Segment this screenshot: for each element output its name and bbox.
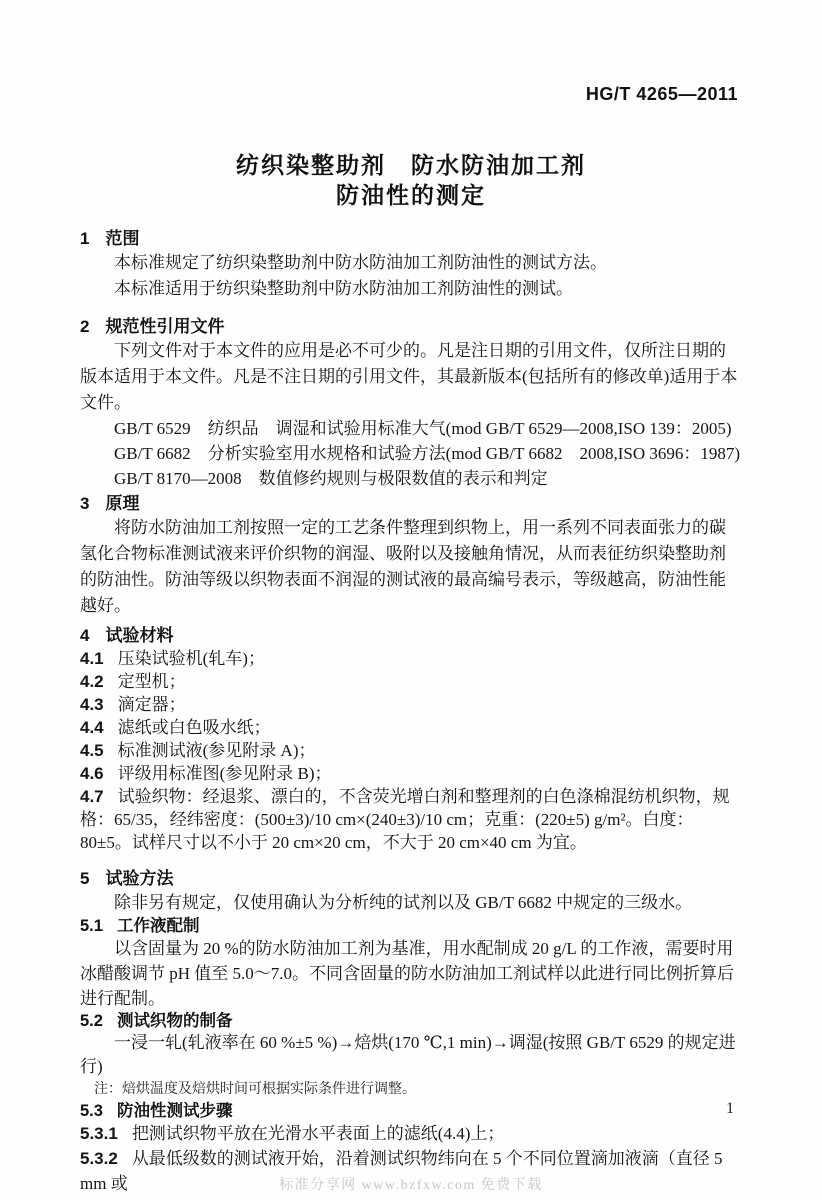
title-line-2: 防油性的测定 <box>336 182 486 208</box>
clause-text: 标准测试液(参见附录 A)； <box>117 741 316 760</box>
clause-number: 4.5 <box>80 741 104 760</box>
clause-text: 定型机； <box>117 672 186 691</box>
section-5-3-title: 防油性测试步骤 <box>116 1102 233 1120</box>
clause-item <box>80 762 742 785</box>
normative-reference: GB/T 6529 纺织品 调湿和试验用标准大气(mod GB/T 6529—2008,ISO 139：2005) <box>114 419 732 438</box>
section-5-title: 试验方法 <box>105 869 174 888</box>
section-2-heading <box>80 316 742 338</box>
page-number: 1 <box>726 1100 734 1117</box>
section-4-number: 4 <box>80 626 90 645</box>
section-2-paragraph-1: 下列文件对于本文件的应用是必不可少的。凡是注日期的引用文件，仅所注日期的版本适用于本文件。凡是不注日期的引用文件，其最新版本(包括所有的修改单)适用于本文件。 <box>80 341 738 412</box>
section-5-intro: 除非另有规定，仅使用确认为分析纯的试剂以及 GB/T 6682 中规定的三级水。 <box>114 893 693 912</box>
standard-code: HG/T 4265—2011 <box>585 84 738 104</box>
section-5-2-title: 测试织物的制备 <box>116 1012 233 1030</box>
section-4-title: 试验材料 <box>105 626 174 645</box>
clause-number: 5.3.1 <box>80 1124 118 1143</box>
clause-text: 滤纸或白色吸水纸； <box>117 718 271 737</box>
section-2-title: 规范性引用文件 <box>105 317 225 336</box>
section-5-3-number: 5.3 <box>80 1102 103 1120</box>
section-1-number: 1 <box>80 229 90 248</box>
section-3-title: 原理 <box>105 494 140 513</box>
clause-number: 4.3 <box>80 695 104 714</box>
section-2-number: 2 <box>80 317 90 336</box>
clause-number: 4.1 <box>80 649 104 668</box>
clause-number: 4.4 <box>80 718 104 737</box>
section-5-1-title: 工作液配制 <box>116 917 200 935</box>
section-5-1-paragraph: 以含固量为 20 %的防水防油加工剂为基准，用水配制成 20 g/L 的工作液，需要时用冰醋酸调节 pH 值至 5.0～7.0。不同含固量的防水防油加工剂试样以此进行同比例折算后进行配制。 <box>80 939 735 1008</box>
section-4-heading <box>80 625 742 647</box>
clause-number: 4.6 <box>80 764 104 783</box>
clause-item <box>80 647 742 670</box>
normative-reference: GB/T 6682 分析实验室用水规格和试验方法(mod GB/T 6682 2008,ISO 3696：1987) <box>114 444 741 463</box>
section-5-1-number: 5.1 <box>80 917 103 935</box>
section-5-2-number: 5.2 <box>80 1012 103 1030</box>
clause-item <box>80 716 742 739</box>
clause-text: 从最低级数的测试液开始，沿着测试织物纬向在 5 个不同位置滴加液滴（直径 5 mm 或 <box>80 1149 723 1193</box>
clause-item <box>80 739 742 762</box>
watermark-text: 标准分享网 www.bzfxw.com 免费下载 <box>279 1178 543 1193</box>
section-5-2-heading <box>80 1011 742 1031</box>
section-5-1-heading <box>80 916 742 936</box>
section-3-number: 3 <box>80 494 90 513</box>
section-1-paragraph-2: 本标准适用于纺织染整助剂中防水防油加工剂防油性的测试。 <box>114 279 573 298</box>
clause-item <box>80 670 742 693</box>
section-5-2-note: 注：焙烘温度及焙烘时间可根据实际条件进行调整。 <box>94 1082 416 1097</box>
clause-item <box>80 1121 742 1146</box>
clause-text: 评级用标准图(参见附录 B)； <box>117 764 332 783</box>
clause-number: 5.3.2 <box>80 1149 118 1168</box>
section-5-2-paragraph: 一浸一轧(轧液率在 60 %±5 %)→焙烘(170 ℃,1 min)→调湿(按照 GB/T 6529 的规定进行) <box>80 1033 736 1076</box>
clause-text: 压染试验机(轧车)； <box>117 649 265 668</box>
document-title <box>0 0 822 210</box>
normative-reference: GB/T 8170—2008 数值修约规则与极限数值的表示和判定 <box>114 469 548 488</box>
section-3-heading <box>80 493 742 515</box>
section-5-heading <box>80 868 742 890</box>
clause-item <box>80 785 742 854</box>
section-3-paragraph-1: 将防水防油加工剂按照一定的工艺条件整理到织物上，用一系列不同表面张力的碳氢化合物标准测试液来评价织物的润湿、吸附以及接触角情况，从而表征纺织染整助剂的防油性。防油等级以织物表面不润湿的测试液的最高编号表示，等级越高，防油性能越好。 <box>80 518 726 615</box>
clause-text: 把测试织物平放在光滑水平表面上的滤纸(4.4)上； <box>131 1124 505 1143</box>
section-1-paragraph-1: 本标准规定了纺织染整助剂中防水防油加工剂防油性的测试方法。 <box>114 253 607 272</box>
section-1-title: 范围 <box>105 229 140 248</box>
title-line-1: 纺织染整助剂 防水防油加工剂 <box>236 152 586 178</box>
section-1-heading <box>80 228 742 250</box>
document-body <box>0 228 822 1196</box>
clause-text: 滴定器； <box>117 695 186 714</box>
clause-text: 试验织物：经退浆、漂白的，不含荧光增白剂和整理剂的白色涤棉混纺机织物，规格：65/35，经纬密度：(500±3)/10 cm×(240±3)/10 cm；克重：(220±5) g/m²。白度：80±5。试样尺寸以不小于 20 cm×20 cm，不大于 20 cm×40 cm 为宜。 <box>80 787 730 852</box>
clause-item <box>80 693 742 716</box>
clause-number: 4.7 <box>80 787 104 806</box>
clause-number: 4.2 <box>80 672 104 691</box>
section-5-3-heading <box>80 1101 742 1121</box>
section-5-number: 5 <box>80 869 90 888</box>
